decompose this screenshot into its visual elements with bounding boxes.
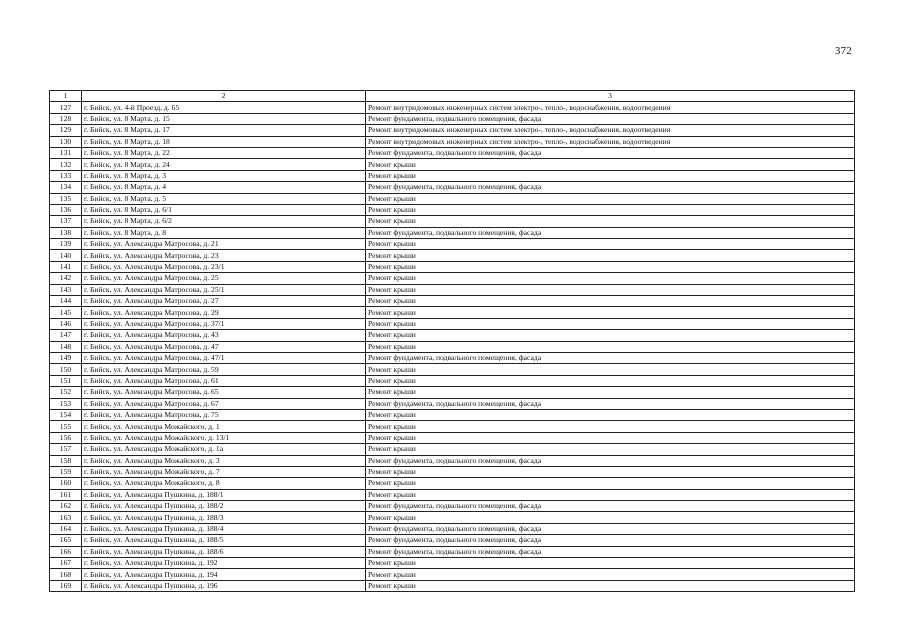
address-cell: г. Бийск, ул. Александра Матросова, д. 61	[82, 375, 366, 386]
table-row	[50, 352, 855, 363]
row-number: 151	[50, 375, 82, 386]
page-number: 372	[834, 45, 852, 57]
table-row	[50, 580, 855, 591]
table-row	[50, 466, 855, 477]
table-row	[50, 307, 855, 318]
address-cell: г. Бийск, ул. 8 Марта, д. 22	[82, 147, 366, 158]
table-row	[50, 284, 855, 295]
address-cell: г. Бийск, ул. Александра Матросова, д. 59	[82, 364, 366, 375]
table-row	[50, 558, 855, 569]
row-number: 146	[50, 318, 82, 329]
table-row	[50, 569, 855, 580]
address-cell: г. Бийск, ул. Александра Пушкина, д. 188/3	[82, 512, 366, 523]
address-cell: г. Бийск, ул. Александра Можайского, д. 1	[82, 421, 366, 432]
address-cell: г. Бийск, ул. Александра Матросова, д. 65	[82, 387, 366, 398]
work-type-cell: Ремонт крыши	[366, 193, 855, 204]
address-cell: г. Бийск, ул. Александра Пушкина, д. 188/2	[82, 501, 366, 512]
table-row	[50, 409, 855, 420]
table-row	[50, 512, 855, 523]
row-number: 166	[50, 546, 82, 557]
table-row	[50, 523, 855, 534]
row-number: 153	[50, 398, 82, 409]
table-row	[50, 455, 855, 466]
row-number: 162	[50, 501, 82, 512]
repair-registry-table	[49, 90, 855, 592]
row-number: 163	[50, 512, 82, 523]
address-cell: г. Бийск, ул. 8 Марта, д. 8	[82, 227, 366, 238]
table-row	[50, 421, 855, 432]
row-number: 152	[50, 387, 82, 398]
address-cell: г. Бийск, ул. Александра Матросова, д. 21	[82, 239, 366, 250]
address-cell: г. Бийск, ул. 8 Марта, д. 15	[82, 113, 366, 124]
table-row	[50, 535, 855, 546]
address-cell: г. Бийск, ул. 8 Марта, д. 5	[82, 193, 366, 204]
work-type-cell: Ремонт крыши	[366, 444, 855, 455]
table-row	[50, 125, 855, 136]
work-type-cell: Ремонт крыши	[366, 250, 855, 261]
work-type-cell: Ремонт фундамента, подвального помещения, фасада	[366, 398, 855, 409]
work-type-cell: Ремонт фундамента, подвального помещения, фасада	[366, 227, 855, 238]
row-number: 165	[50, 535, 82, 546]
work-type-cell: Ремонт крыши	[366, 478, 855, 489]
table-row	[50, 444, 855, 455]
table-row	[50, 489, 855, 500]
work-type-cell: Ремонт крыши	[366, 307, 855, 318]
address-cell: г. Бийск, ул. Александра Можайского, д. 7	[82, 466, 366, 477]
row-number: 148	[50, 341, 82, 352]
row-number: 128	[50, 113, 82, 124]
row-number: 164	[50, 523, 82, 534]
address-cell: г. Бийск, ул. Александра Матросова, д. 23	[82, 250, 366, 261]
work-type-cell: Ремонт крыши	[366, 284, 855, 295]
row-number: 161	[50, 489, 82, 500]
table-row	[50, 170, 855, 181]
address-cell: г. Бийск, ул. Александра Матросова, д. 67	[82, 398, 366, 409]
address-cell: г. Бийск, ул. 8 Марта, д. 4	[82, 182, 366, 193]
table-row	[50, 398, 855, 409]
work-type-cell: Ремонт фундамента, подвального помещения, фасада	[366, 455, 855, 466]
table-row	[50, 501, 855, 512]
row-number: 150	[50, 364, 82, 375]
table-row	[50, 478, 855, 489]
work-type-cell: Ремонт внутридомовых инженерных систем электро-, тепло-, водоснабжения, водоотведения	[366, 102, 855, 113]
address-cell: г. Бийск, ул. Александра Матросова, д. 25	[82, 273, 366, 284]
address-cell: г. Бийск, ул. 8 Марта, д. 18	[82, 136, 366, 147]
table-row	[50, 273, 855, 284]
row-number: 143	[50, 284, 82, 295]
row-number: 145	[50, 307, 82, 318]
address-cell: г. Бийск, ул. Александра Пушкина, д. 196	[82, 580, 366, 591]
table-header-row	[50, 91, 855, 102]
table-row	[50, 296, 855, 307]
work-type-cell: Ремонт фундамента, подвального помещения, фасада	[366, 523, 855, 534]
address-cell: г. Бийск, ул. Александра Матросова, д. 37/1	[82, 318, 366, 329]
table-row	[50, 159, 855, 170]
row-number: 131	[50, 147, 82, 158]
row-number: 156	[50, 432, 82, 443]
work-type-cell: Ремонт крыши	[366, 387, 855, 398]
table-row	[50, 204, 855, 215]
work-type-cell: Ремонт крыши	[366, 341, 855, 352]
table-row	[50, 432, 855, 443]
work-type-cell: Ремонт внутридомовых инженерных систем электро-, тепло-, водоснабжения, водоотведения	[366, 136, 855, 147]
table-row	[50, 341, 855, 352]
row-number: 140	[50, 250, 82, 261]
row-number: 157	[50, 444, 82, 455]
address-cell: г. Бийск, ул. Александра Пушкина, д. 192	[82, 558, 366, 569]
work-type-cell: Ремонт крыши	[366, 216, 855, 227]
row-number: 138	[50, 227, 82, 238]
header-col-1: 1	[50, 91, 82, 102]
table-row	[50, 102, 855, 113]
address-cell: г. Бийск, ул. Александра Пушкина, д. 188/1	[82, 489, 366, 500]
row-number: 149	[50, 352, 82, 363]
work-type-cell: Ремонт фундамента, подвального помещения, фасада	[366, 352, 855, 363]
row-number: 155	[50, 421, 82, 432]
address-cell: г. Бийск, ул. Александра Можайского, д. 8	[82, 478, 366, 489]
row-number: 159	[50, 466, 82, 477]
address-cell: г. Бийск, ул. Александра Пушкина, д. 188/5	[82, 535, 366, 546]
work-type-cell: Ремонт фундамента, подвального помещения, фасада	[366, 113, 855, 124]
work-type-cell: Ремонт крыши	[366, 569, 855, 580]
table-row	[50, 364, 855, 375]
header-col-3: 3	[366, 91, 855, 102]
address-cell: г. Бийск, ул. Александра Матросова, д. 43	[82, 330, 366, 341]
work-type-cell: Ремонт крыши	[366, 296, 855, 307]
table-row	[50, 193, 855, 204]
address-cell: г. Бийск, ул. Александра Матросова, д. 27	[82, 296, 366, 307]
address-cell: г. Бийск, ул. Александра Матросова, д. 29	[82, 307, 366, 318]
table-row	[50, 216, 855, 227]
table-row	[50, 147, 855, 158]
header-col-2: 2	[82, 91, 366, 102]
row-number: 133	[50, 170, 82, 181]
table-row	[50, 113, 855, 124]
row-number: 129	[50, 125, 82, 136]
table-row	[50, 261, 855, 272]
work-type-cell: Ремонт крыши	[366, 409, 855, 420]
row-number: 137	[50, 216, 82, 227]
work-type-cell: Ремонт крыши	[366, 580, 855, 591]
work-type-cell: Ремонт крыши	[366, 375, 855, 386]
address-cell: г. Бийск, ул. 8 Марта, д. 6/1	[82, 204, 366, 215]
work-type-cell: Ремонт крыши	[366, 330, 855, 341]
address-cell: г. Бийск, ул. 4-й Проезд, д. 65	[82, 102, 366, 113]
row-number: 141	[50, 261, 82, 272]
row-number: 136	[50, 204, 82, 215]
row-number: 167	[50, 558, 82, 569]
work-type-cell: Ремонт фундамента, подвального помещения, фасада	[366, 501, 855, 512]
table-row	[50, 227, 855, 238]
address-cell: г. Бийск, ул. Александра Можайского, д. 3	[82, 455, 366, 466]
row-number: 135	[50, 193, 82, 204]
address-cell: г. Бийск, ул. Александра Матросова, д. 75	[82, 409, 366, 420]
work-type-cell: Ремонт крыши	[366, 239, 855, 250]
work-type-cell: Ремонт крыши	[366, 489, 855, 500]
address-cell: г. Бийск, ул. Александра Матросова, д. 47	[82, 341, 366, 352]
row-number: 147	[50, 330, 82, 341]
work-type-cell: Ремонт крыши	[366, 318, 855, 329]
address-cell: г. Бийск, ул. Александра Матросова, д. 47/1	[82, 352, 366, 363]
table-row	[50, 387, 855, 398]
work-type-cell: Ремонт крыши	[366, 432, 855, 443]
row-number: 158	[50, 455, 82, 466]
work-type-cell: Ремонт крыши	[366, 261, 855, 272]
address-cell: г. Бийск, ул. 8 Марта, д. 17	[82, 125, 366, 136]
row-number: 169	[50, 580, 82, 591]
table-row	[50, 330, 855, 341]
table-row	[50, 239, 855, 250]
work-type-cell: Ремонт фундамента, подвального помещения, фасада	[366, 147, 855, 158]
address-cell: г. Бийск, ул. Александра Пушкина, д. 188/6	[82, 546, 366, 557]
table-row	[50, 375, 855, 386]
row-number: 168	[50, 569, 82, 580]
work-type-cell: Ремонт фундамента, подвального помещения, фасада	[366, 182, 855, 193]
table-row	[50, 546, 855, 557]
row-number: 144	[50, 296, 82, 307]
row-number: 154	[50, 409, 82, 420]
work-type-cell: Ремонт крыши	[366, 364, 855, 375]
address-cell: г. Бийск, ул. Александра Можайского, д. 13/1	[82, 432, 366, 443]
work-type-cell: Ремонт крыши	[366, 159, 855, 170]
work-type-cell: Ремонт крыши	[366, 512, 855, 523]
row-number: 132	[50, 159, 82, 170]
address-cell: г. Бийск, ул. Александра Матросова, д. 23/1	[82, 261, 366, 272]
address-cell: г. Бийск, ул. Александра Матросова, д. 25/1	[82, 284, 366, 295]
address-cell: г. Бийск, ул. 8 Марта, д. 6/2	[82, 216, 366, 227]
row-number: 134	[50, 182, 82, 193]
work-type-cell: Ремонт крыши	[366, 421, 855, 432]
address-cell: г. Бийск, ул. Александра Можайского, д. 1а	[82, 444, 366, 455]
table-row	[50, 136, 855, 147]
row-number: 160	[50, 478, 82, 489]
row-number: 142	[50, 273, 82, 284]
work-type-cell: Ремонт крыши	[366, 170, 855, 181]
row-number: 130	[50, 136, 82, 147]
work-type-cell: Ремонт крыши	[366, 466, 855, 477]
address-cell: г. Бийск, ул. Александра Пушкина, д. 194	[82, 569, 366, 580]
address-cell: г. Бийск, ул. 8 Марта, д. 24	[82, 159, 366, 170]
table-row	[50, 182, 855, 193]
address-cell: г. Бийск, ул. Александра Пушкина, д. 188/4	[82, 523, 366, 534]
work-type-cell: Ремонт крыши	[366, 204, 855, 215]
row-number: 139	[50, 239, 82, 250]
work-type-cell: Ремонт фундамента, подвального помещения, фасада	[366, 546, 855, 557]
table-row	[50, 318, 855, 329]
work-type-cell: Ремонт крыши	[366, 273, 855, 284]
row-number: 127	[50, 102, 82, 113]
address-cell: г. Бийск, ул. 8 Марта, д. 3	[82, 170, 366, 181]
work-type-cell: Ремонт внутридомовых инженерных систем электро-, тепло-, водоснабжения, водоотведения	[366, 125, 855, 136]
work-type-cell: Ремонт крыши	[366, 558, 855, 569]
work-type-cell: Ремонт фундамента, подвального помещения, фасада	[366, 535, 855, 546]
table-row	[50, 250, 855, 261]
